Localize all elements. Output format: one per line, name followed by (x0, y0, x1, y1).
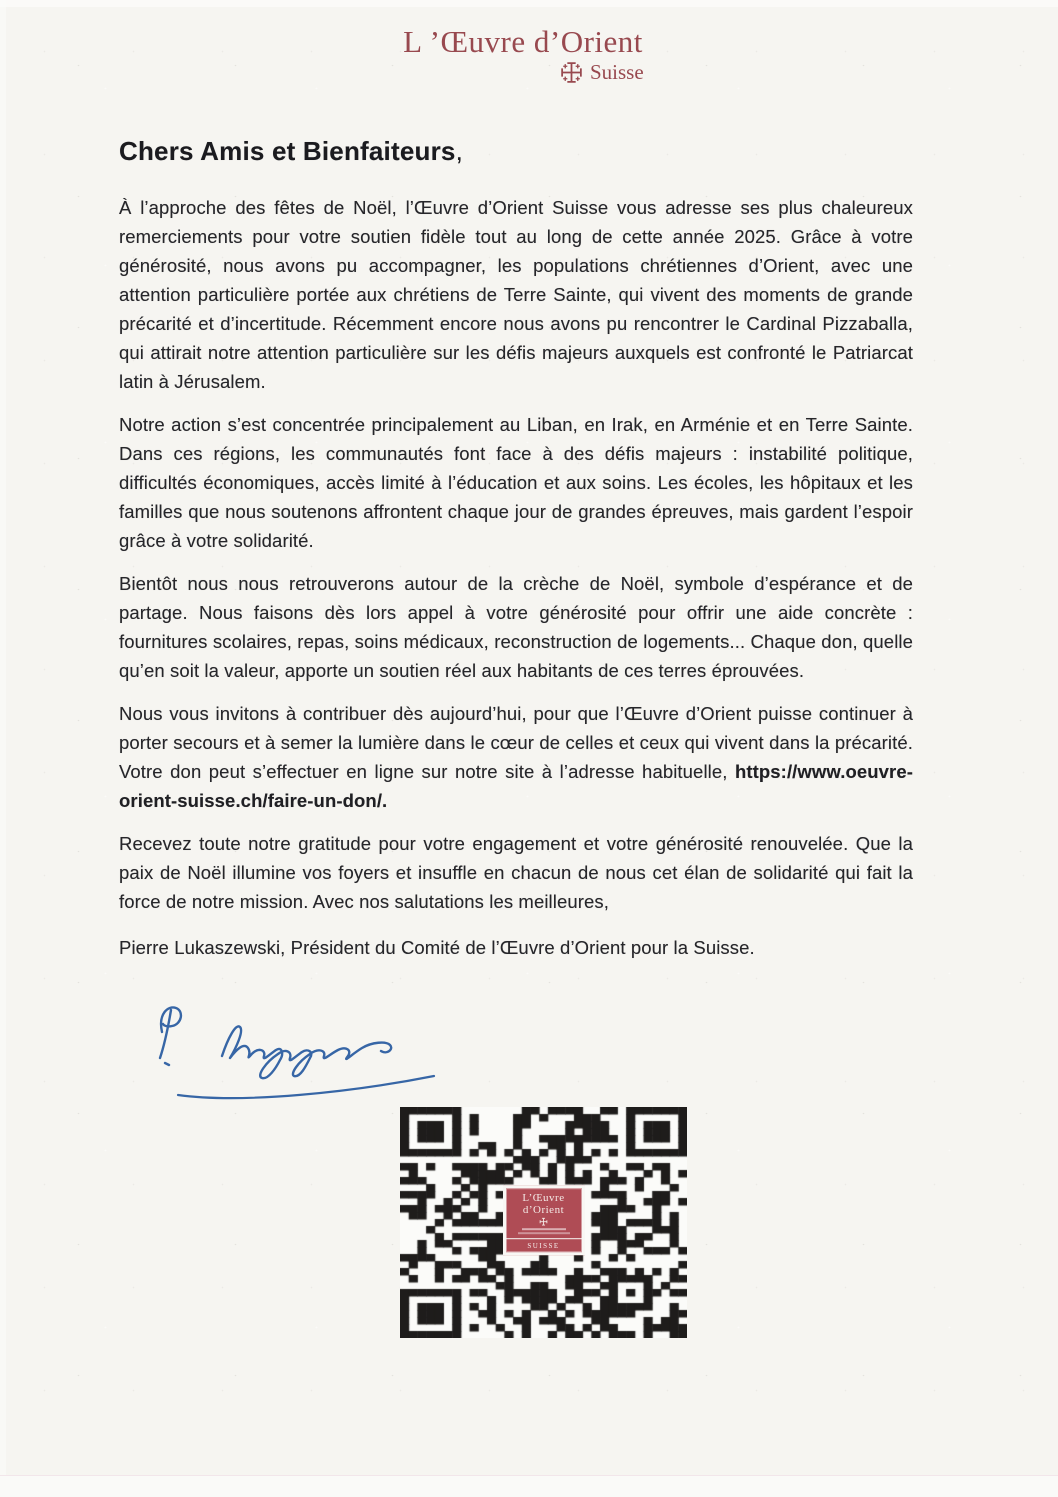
salutation-comma: , (455, 136, 463, 166)
letter-body (119, 136, 913, 976)
signature-initial (160, 1007, 181, 1065)
closing-line: Pierre Lukaszewski, Président du Comité de l’Œuvre d’Orient pour la Suisse. (119, 937, 755, 958)
paragraph-5: Recevez toute notre gratitude pour votre engagement et votre générosité renouvelée. Que la paix de Noël illumine vos foyers et insuffle en chacun de nous cet élan de solidarité qui fait la force de notre mission. Avec nos salutations les meilleures, (119, 833, 913, 912)
paragraph-4-text: Nous vous invitons à contribuer dès aujourd’hui, pour que l’Œuvre d’Orient puisse continuer à porter secours et à semer la lumière dans le cœur de celles et ceux qui vivent dans la précarité. Votre don peut s’effectuer en ligne sur notre site à l’adresse habituelle, (119, 703, 913, 782)
paragraph-3: Bientôt nous nous retrouverons autour de la crèche de Noël, symbole d’espérance et de partage. Nous faisons dès lors appel à votre générosité pour offrir une aide concrète : fournitures scolaires, repas, soins médicaux, reconstruction de logements... Chaque don, quelle qu’en soit la valeur, apporte un soutien réel aux habitants de ces terres éprouvées. (119, 573, 913, 681)
org-title: L ’Œuvre d’Orient (403, 24, 643, 59)
paragraph-4 (119, 699, 913, 815)
qr-logo-fineprint-bar (522, 1228, 566, 1230)
signature-flourish-underline (178, 1076, 434, 1098)
org-subtitle-row (559, 60, 644, 85)
jerusalem-cross-icon (559, 60, 584, 85)
qr-logo-fineprint-bar2 (518, 1232, 570, 1234)
salutation (119, 136, 913, 166)
qr-logo-cross-icon (539, 1217, 548, 1226)
paragraph-1: À l’approche des fêtes de Noël, l’Œuvre d’Orient Suisse vous adresse ses plus chaleureux remerciements pour votre soutien fidèle tout au long de cette année 2025. Grâce à votre générosité, nous avons pu accompagner, les populations chrétiennes d’Orient, avec une attention particulière portée aux chrétiens de Terre Sainte, qui vivent des moments de grande précarité et d’incertitude. Récemment encore nous avons pu rencontrer le Cardinal Pizzaballa, qui attirait notre attention particulière sur les défis majeurs auxquels est confronté le Patriarcat latin à Jérusalem. (119, 197, 913, 392)
paragraph-2: Notre action s’est concentrée principalement au Liban, en Irak, en Arménie et en Terre Sainte. Dans ces régions, les communautés font face à des défis majeurs : instabilité politique, difficultés économiques, accès limité à l’éducation et aux soins. Les écoles, les hôpitaux et les familles que nous soutenons affrontent chaque jour de grandes épreuves, mais gardent l’espoir grâce à votre solidarité. (119, 414, 913, 551)
signature-name-scrawl (222, 1026, 391, 1078)
donation-url: https://www.oeuvre-orient-suisse.ch/faire-un-don/. (119, 761, 913, 811)
org-subtitle: Suisse (590, 60, 644, 84)
handwritten-signature (138, 998, 473, 1112)
qr-center-logo (503, 1185, 585, 1255)
scan-edge-left (0, 0, 6, 1497)
qr-logo-divider (506, 1238, 582, 1239)
salutation-text: Chers Amis et Bienfaiteurs (119, 136, 456, 166)
scan-edge-top (0, 0, 1058, 7)
qr-logo-title-line1: L’Œuvre (522, 1191, 565, 1204)
qr-code (400, 1107, 687, 1338)
qr-logo-title-line2: d’Orient (522, 1203, 565, 1216)
scan-edge-bottom (0, 1475, 1058, 1497)
qr-logo-footer: SUISSE (527, 1241, 560, 1250)
